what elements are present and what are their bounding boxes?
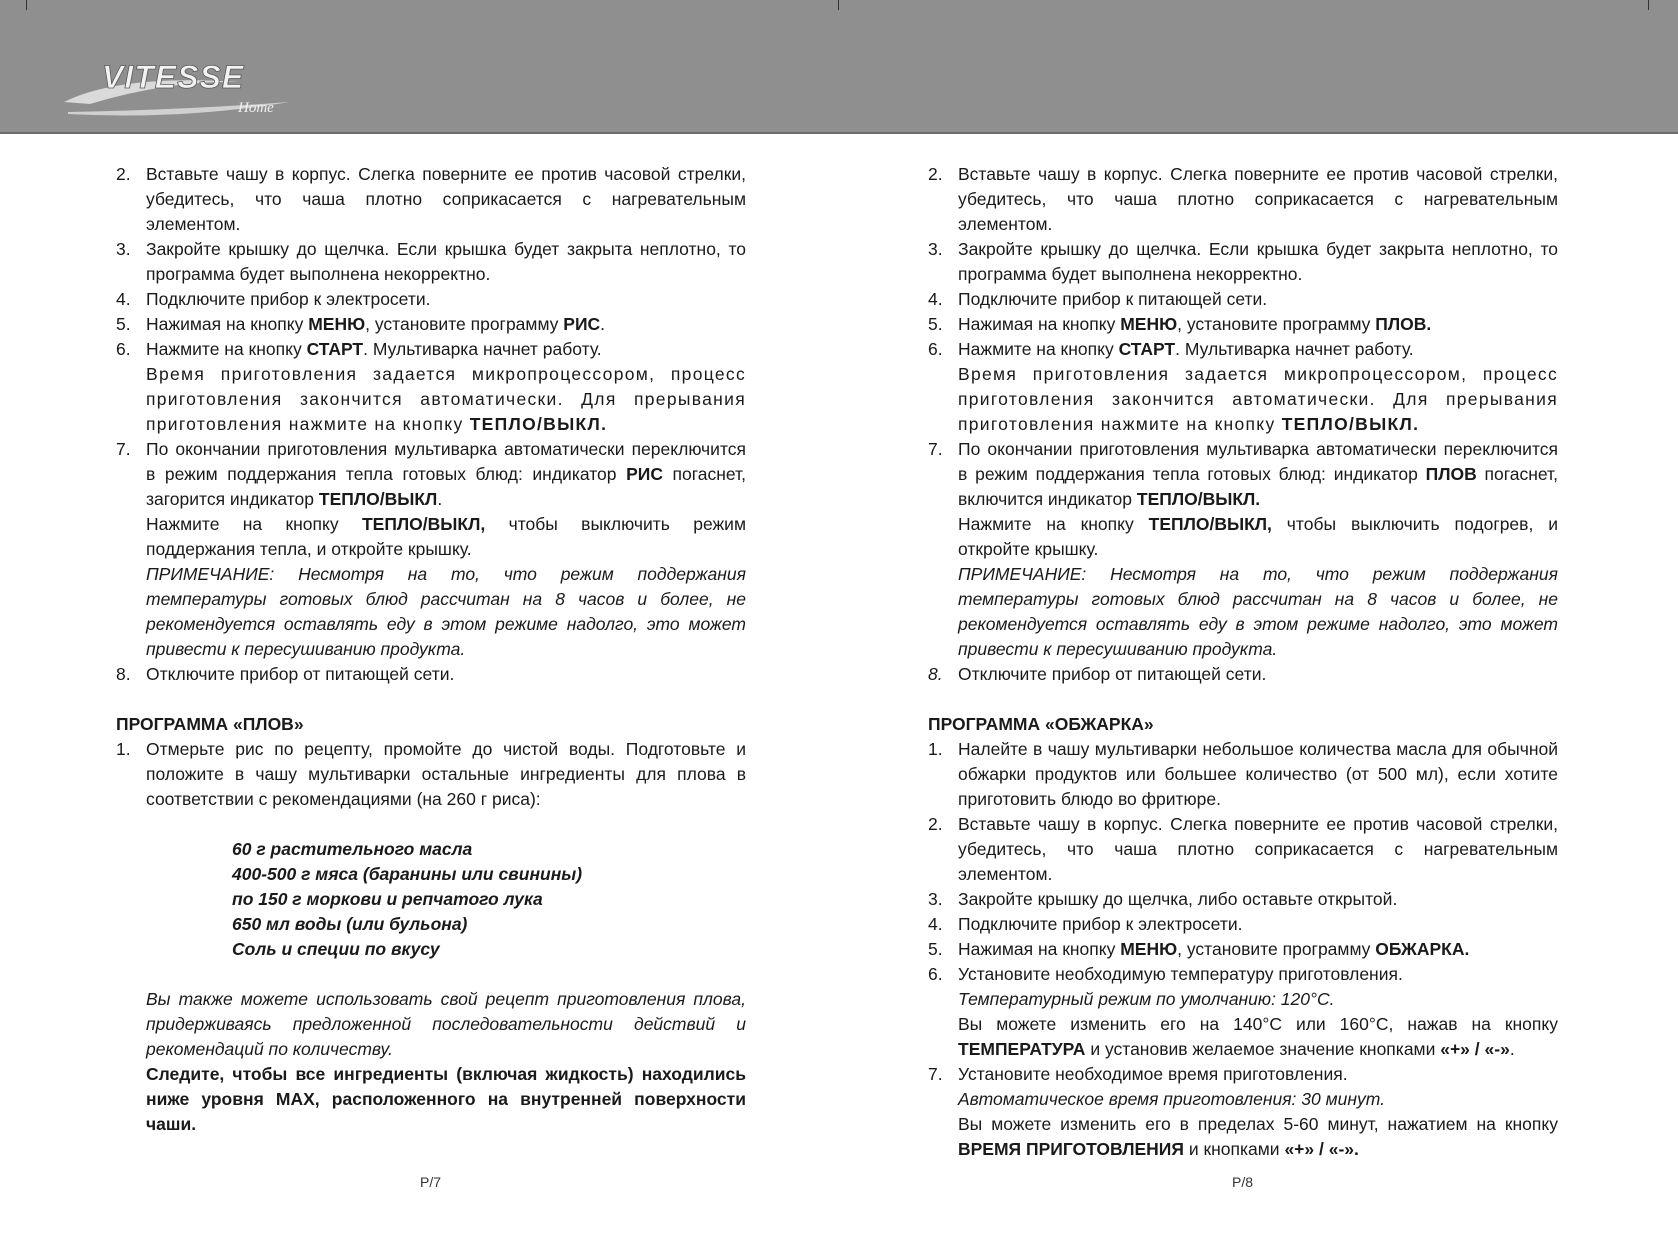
page-number: P/7: [420, 1174, 442, 1190]
list-item: 3. Закройте крышку до щелчка, либо оставьте открытой.: [928, 889, 1398, 909]
note-text: ПРИМЕЧАНИЕ: Несмотря на то, что режим поддержания температуры готовых блюд рассчитан на 8 часов и более, не рекомендуется оставлять еду в этом режиме надолго, это может привести к пересушиванию продукта.: [958, 564, 1558, 659]
crop-mark: [1648, 0, 1649, 10]
list-item: 1. Отмерьте рис по рецепту, промойте до чистой воды. Подготовьте и положите в чашу мультиварки остальные ингредиенты для плова в соответствии с рекомендациями (на 260 г риса):: [116, 739, 746, 809]
page-number: P/8: [1232, 1174, 1254, 1190]
section-heading: ПРОГРАММА «ПЛОВ»: [116, 714, 304, 734]
list-item: 8. Отключите прибор от питающей сети.: [116, 664, 455, 684]
max-level-warning: Следите, чтобы все ингредиенты (включая жидкость) находились ниже уровня MAX, расположенного на внутренней поверхности чаши.: [146, 1064, 746, 1134]
own-recipe-note: Вы также можете использовать свой рецепт приготовления плова, придерживаясь предложенной последовательности действий и рекомендаций по количеству.: [146, 989, 746, 1059]
list-item: 3. Закройте крышку до щелчка. Если крышка будет закрыта неплотно, то программа будет выполнена некорректно.: [928, 239, 1558, 284]
logo-brand-text: VITESSE: [102, 59, 245, 95]
list-item: 5. Нажимая на кнопку МЕНЮ, установите программу ОБЖАРКА.: [928, 939, 1470, 959]
list-item: 4. Подключите прибор к электросети.: [928, 914, 1243, 934]
left-column: [116, 162, 746, 1137]
list-item: 8. Отключите прибор от питающей сети.: [928, 664, 1267, 684]
header-bar: [0, 0, 1678, 134]
list-item: 4. Подключите прибор к электросети.: [116, 289, 431, 309]
right-column: [928, 162, 1558, 1162]
list-item: 2. Вставьте чашу в корпус. Слегка поверните ее против часовой стрелки, убедитесь, что чаша плотно соприкасается с нагревательным элементом.: [116, 164, 746, 234]
list-item: 6. Установите необходимую температуру приготовления. Температурный режим по умолчанию: 120°С. Вы можете изменить его на 140°С или 160°С, нажав на кнопку ТЕМПЕРАТУРА и установив желаемое значение кнопками «+» / «-».: [928, 964, 1558, 1059]
note-text: Температурный режим по умолчанию: 120°С.: [958, 989, 1335, 1009]
list-item: 7. По окончании приготовления мультиварка автоматически переключится в режим поддержания тепла готовых блюд: индикатор ПЛОВ погаснет, включится индикатор ТЕПЛО/ВЫКЛ. Нажмите на кнопку ТЕПЛО/ВЫКЛ, чтобы выключить подогрев, и откройте крышку. ПРИМЕЧАНИЕ: Несмотря на то, что режим поддержания температуры готовых блюд рассчитан на 8 часов и более, не рекомендуется оставлять еду в этом режиме надолго, это может привести к пересушиванию продукта.: [928, 437, 1558, 662]
list-item: 5. Нажимая на кнопку МЕНЮ, установите программу РИС.: [116, 314, 606, 334]
ingredient: по 150 г моркови и репчатого лука: [232, 889, 543, 909]
fry-steps-list: [928, 737, 1558, 1162]
list-item: 7. Установите необходимое время приготовления. Автоматическое время приготовления: 30 минут. Вы можете изменить его в пределах 5-60 минут, нажатием на кнопку ВРЕМЯ ПРИГОТОВЛЕНИЯ и кнопками «+» / «-».: [928, 1064, 1558, 1159]
list-item: 4. Подключите прибор к питающей сети.: [928, 289, 1268, 309]
logo-sub-text: Home: [238, 100, 274, 116]
ingredient: 60 г растительного масла: [232, 839, 473, 859]
note-text: ПРИМЕЧАНИЕ: Несмотря на то, что режим поддержания температуры готовых блюд рассчитан на 8 часов и более, не рекомендуется оставлять еду в этом режиме надолго, это может привести к пересушиванию продукта.: [146, 564, 746, 659]
vitesse-logo: [60, 52, 310, 124]
list-item: 1. Налейте в чашу мультиварки небольшое количества масла для обычной обжарки продуктов или большее количество (от 500 мл), если хотите приготовить блюдо во фритюре.: [928, 739, 1558, 809]
rice-steps-list: [116, 162, 746, 687]
note-text: Автоматическое время приготовления: 30 минут.: [958, 1089, 1385, 1109]
list-item: 5. Нажимая на кнопку МЕНЮ, установите программу ПЛОВ.: [928, 314, 1432, 334]
crop-mark: [26, 0, 27, 10]
crop-mark: [838, 0, 839, 10]
ingredient: 400-500 г мяса (баранины или свинины): [232, 864, 583, 884]
list-item: 3. Закройте крышку до щелчка. Если крышка будет закрыта неплотно, то программа будет выполнена некорректно.: [116, 239, 746, 284]
plov-continued-steps-list: [928, 162, 1558, 687]
list-item: 6. Нажмите на кнопку СТАРТ. Мультиварка начнет работу. Время приготовления задается микропроцессором, процесс приготовления закончится автоматически. Для прерывания приготовления нажмите на кнопку ТЕПЛО/ВЫКЛ.: [928, 339, 1558, 434]
ingredient: 650 мл воды (или бульона): [232, 914, 468, 934]
list-item: 6. Нажмите на кнопку СТАРТ. Мультиварка начнет работу. Время приготовления задается микропроцессором, процесс приготовления закончится автоматически. Для прерывания приготовления нажмите на кнопку ТЕПЛО/ВЫКЛ.: [116, 339, 746, 434]
list-item: 2. Вставьте чашу в корпус. Слегка поверните ее против часовой стрелки, убедитесь, что чаша плотно соприкасается с нагревательным элементом.: [928, 164, 1558, 234]
list-item: 2. Вставьте чашу в корпус. Слегка поверните ее против часовой стрелки, убедитесь, что чаша плотно соприкасается с нагревательным элементом.: [928, 814, 1558, 884]
recipe-ingredients: [116, 837, 746, 962]
ingredient: Соль и специи по вкусу: [232, 939, 440, 959]
list-item: 7. По окончании приготовления мультиварка автоматически переключится в режим поддержания тепла готовых блюд: индикатор РИС погаснет, загорится индикатор ТЕПЛО/ВЫКЛ. Нажмите на кнопку ТЕПЛО/ВЫКЛ, чтобы выключить режим поддержания тепла, и откройте крышку. ПРИМЕЧАНИЕ: Несмотря на то, что режим поддержания температуры готовых блюд рассчитан на 8 часов и более, не рекомендуется оставлять еду в этом режиме надолго, это может привести к пересушиванию продукта.: [116, 437, 746, 662]
plov-steps-list: [116, 737, 746, 812]
section-heading: ПРОГРАММА «ОБЖАРКА»: [928, 714, 1154, 734]
